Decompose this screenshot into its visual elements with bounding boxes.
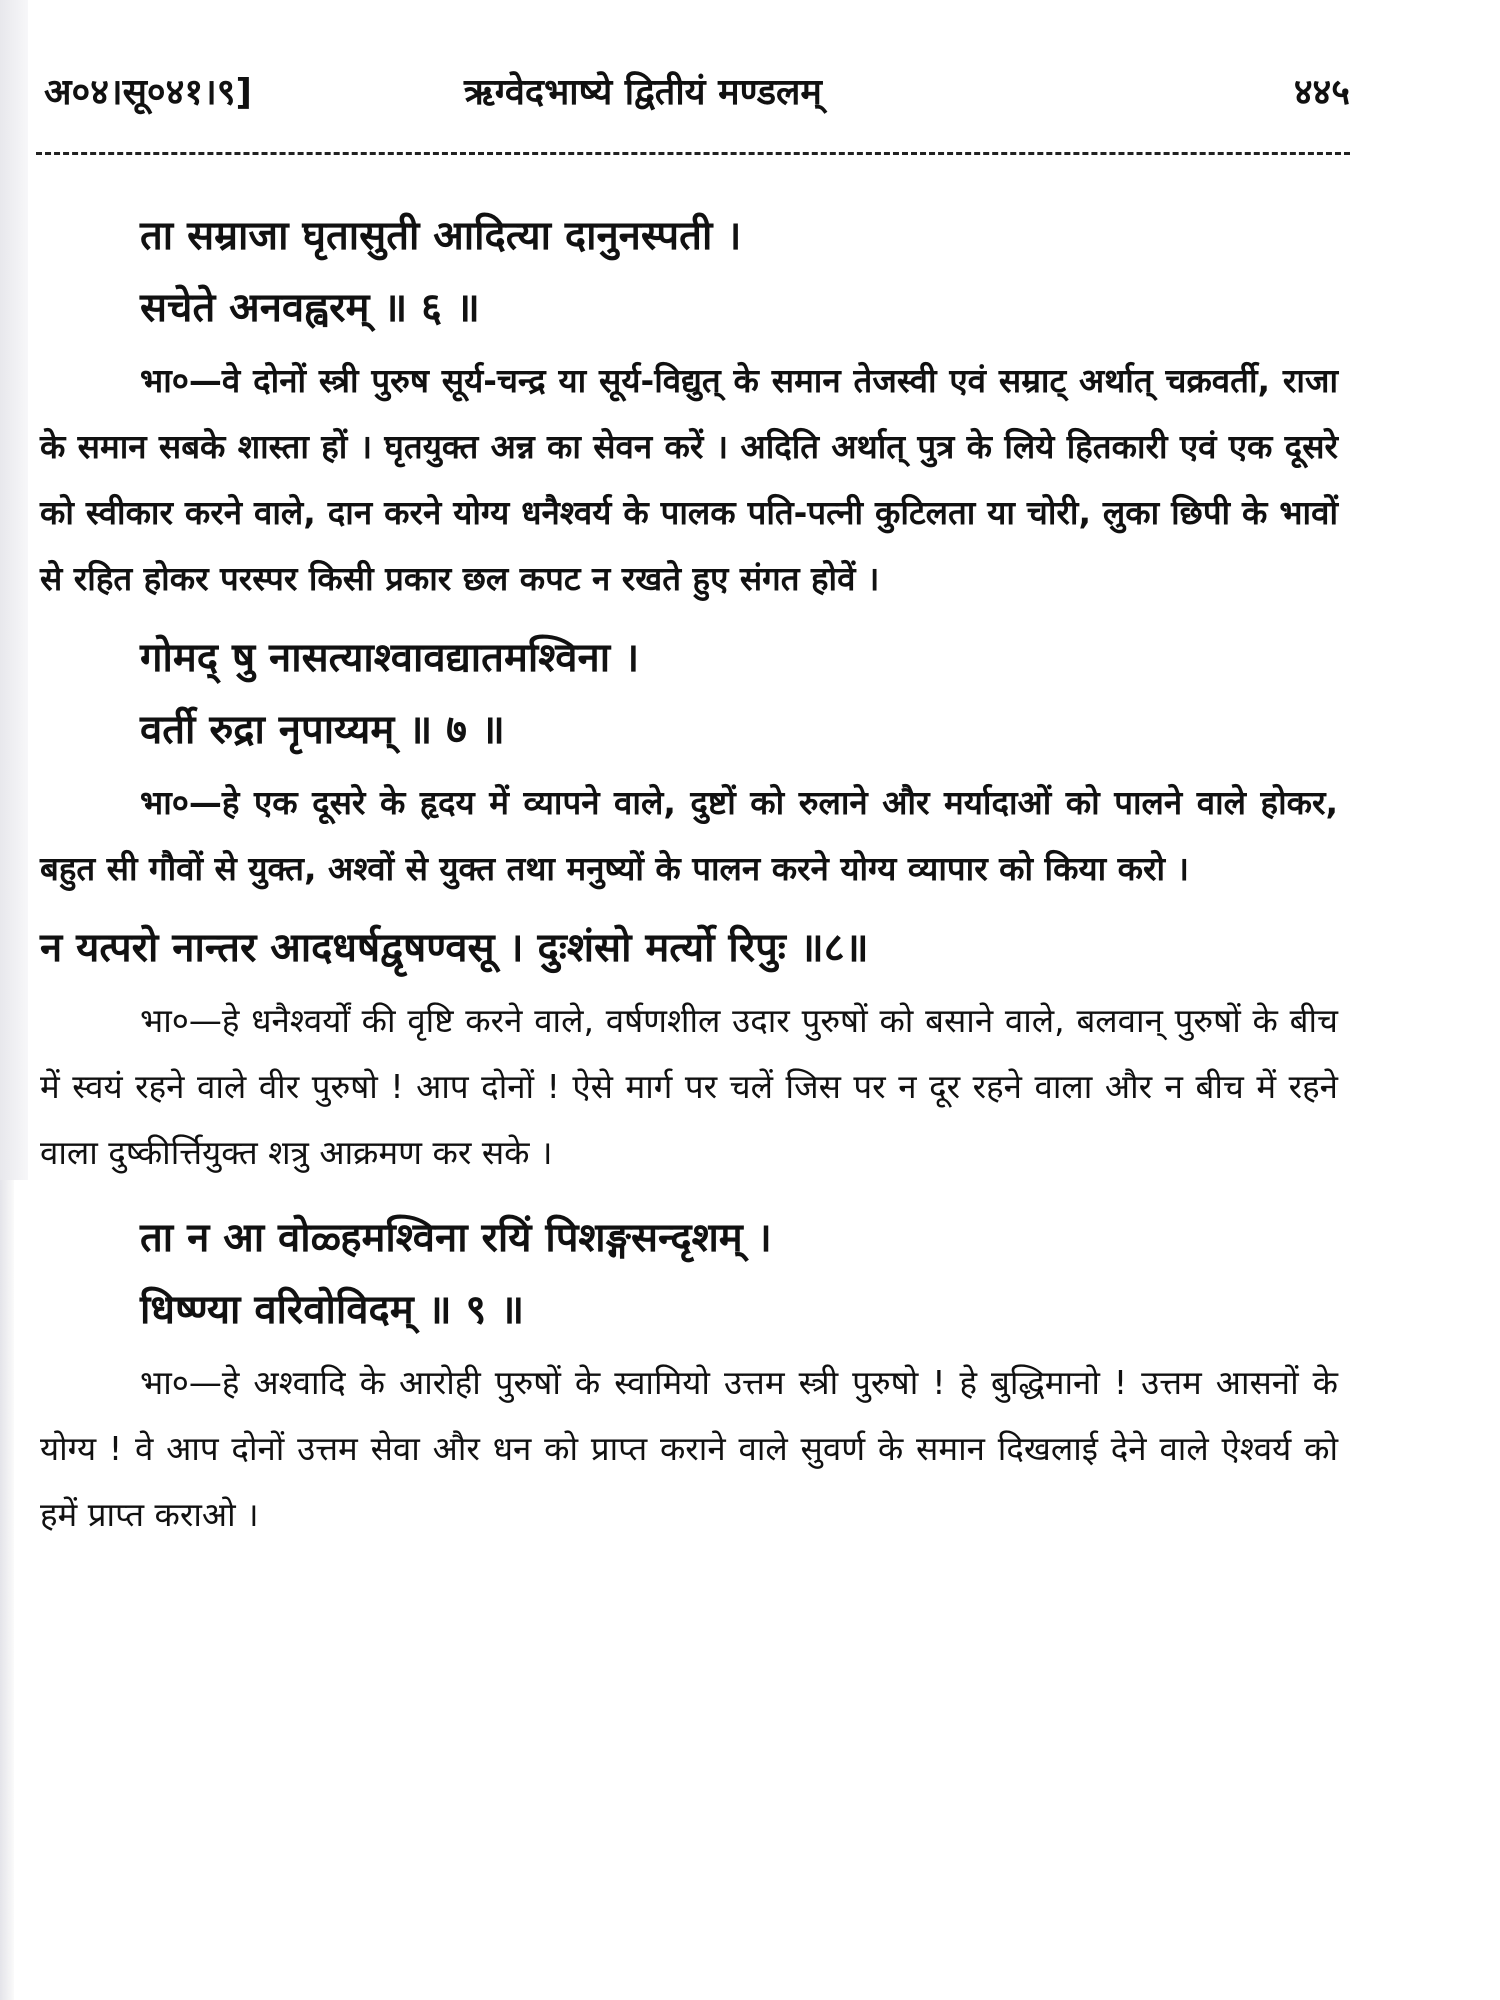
- passage-6: [40, 200, 1338, 612]
- bhashya-9: भा०—हे अश्वादि के आरोही पुरुषों के स्वामियो उत्तम स्त्री पुरुषो ! हे बुद्धिमानो ! उत्तम आसनों के योग्य ! वे आप दोनों उत्तम सेवा और धन को प्राप्त कराने वाले सुवर्ण के समान दिखलाई देने वाले ऐश्वर्य को हमें प्राप्त कराओ ।: [40, 1363, 1338, 1534]
- passage-8: [40, 912, 1338, 1186]
- bhashya-7: भा०—हे एक दूसरे के हृदय में व्यापने वाले, दुष्टों को रुलाने और मर्यादाओं को पालने वाले होकर, बहुत सी गौवों से युक्त, अश्वों से युक्त तथा मनुष्यों के पालन करने योग्य व्यापार को किया करो ।: [40, 783, 1338, 888]
- verse-6-line-2: सचेते अनवह्वरम् ॥ ६ ॥: [140, 285, 480, 331]
- bhashya-8: भा०—हे धनैश्वर्यों की वृष्टि करने वाले, वर्षणशील उदार पुरुषों को बसाने वाले, बलवान् पुरुषों के बीच में स्वयं रहने वाले वीर पुरुषो ! आप दोनों ! ऐसे मार्ग पर चलें जिस पर न दूर रहने वाला और न बीच में रहने वाला दुष्कीर्त्तियुक्त शत्रु आक्रमण कर सके ।: [40, 1001, 1338, 1172]
- page-header: [44, 66, 1350, 126]
- scan-margin-shadow: [0, 0, 28, 1180]
- passage-9: [40, 1202, 1338, 1548]
- verse-9-line-1: ता न आ वोळ्हमश्विना रयिं पिशङ्गसन्दृशम् ।: [140, 1215, 772, 1261]
- chapter-sukta-reference: अ०४।सू०४१।९]: [44, 72, 252, 113]
- page-body: [40, 200, 1338, 1558]
- verse-8-line-1: न यत्परो नान्तर आदधर्षद्वृषण्वसू । दुःशंसो मर्त्यो रिपुः ॥८॥: [40, 925, 869, 971]
- verse-6-line-1: ता सम्राजा घृतासुती आदित्या दानुनस्पती ।: [140, 213, 742, 259]
- passage-7: [40, 622, 1338, 902]
- scan-margin-shadow-lower: [0, 1180, 14, 2000]
- running-title: ऋग्वेदभाष्ये द्वितीयं मण्डलम्: [464, 72, 822, 113]
- page-number: ४४५: [1293, 72, 1350, 113]
- bhashya-6: भा०—वे दोनों स्त्री पुरुष सूर्य-चन्द्र या सूर्य-विद्युत् के समान तेजस्वी एवं सम्राट् अर्थात् चक्रवर्ती, राजा के समान सबके शास्ता हों । घृतयुक्त अन्न का सेवन करें । अदिति अर्थात् पुत्र के लिये हितकारी एवं एक दूसरे को स्वीकार करने वाले, दान करने योग्य धनैश्वर्य के पालक पति-पत्नी कुटिलता या चोरी, लुका छिपी के भावों से रहित होकर परस्पर किसी प्रकार छल कपट न रखते हुए संगत होवें ।: [40, 361, 1338, 598]
- verse-9-line-2: धिष्ण्या वरिवोविदम् ॥ ९ ॥: [140, 1287, 525, 1333]
- header-divider: [36, 152, 1350, 155]
- verse-7-line-1: गोमद् षु नासत्याश्वावद्यातमश्विना ।: [140, 635, 640, 681]
- verse-7-line-2: वर्ती रुद्रा नृपाय्यम् ॥ ७ ॥: [140, 707, 505, 753]
